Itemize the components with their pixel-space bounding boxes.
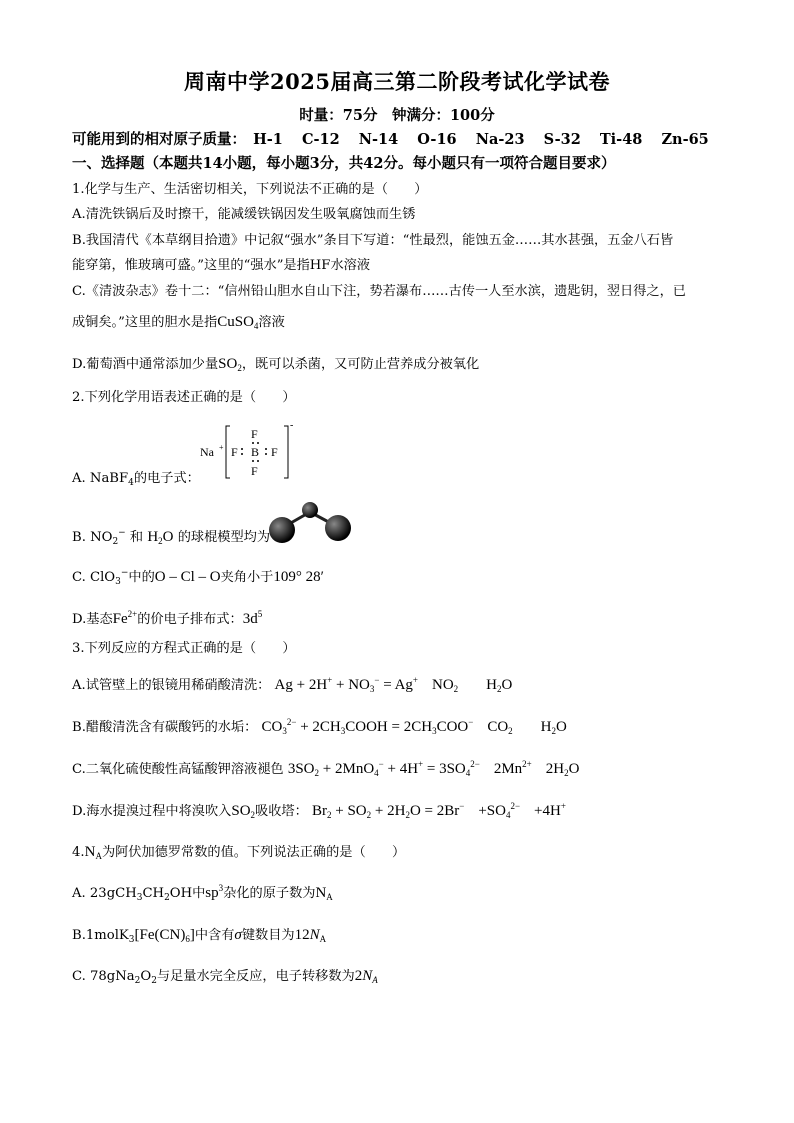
section-heading: 一、选择题（本题共14小题，每小题3分，共42分。每小题只有一项符合题目要求） — [72, 155, 616, 172]
outer-atom-right — [325, 515, 351, 541]
q4-option-b: $B.1molK_3[Fe(CN)_6]$中含有σ键数目为$12N_A$ — [72, 927, 327, 945]
exam-subtitle: 时量：75分 钟满分：100分 — [299, 107, 495, 124]
q1-option-c-line2: 成铜矣。”这里的胆水是指CuSO$_4$溶液 — [72, 314, 285, 331]
atomic-masses-label: 可能用到的相对原子质量： — [72, 131, 246, 148]
q3-option-c: C.二氧化硫使酸性高锰酸钾溶液褪色 $3SO_2 + 2MnO_4^- + 4H^+ = 3SO_4^{2-}$ $2Mn^{2+}$ $2H_2O$ — [72, 759, 580, 778]
q3-option-d: D.海水提溴过程中将溴吹入$SO_2$吸收塔： $Br_2 + SO_2 + 2H_2O = 2Br^- +SO_4^{2-} +4H^+$ — [72, 801, 566, 820]
lewis-cation: Na — [200, 445, 214, 459]
ball-and-stick-model — [266, 498, 356, 546]
mass-item: N-14 — [358, 131, 399, 148]
q3-option-a: A.试管壁上的银镜用稀硝酸清洗： $Ag + 2H^+ + NO_3^- = Ag^+$ $NO_2$ $H_2O$ — [72, 675, 513, 694]
mass-item: Ti-48 — [599, 131, 643, 148]
q4-option-c: C. $78gNa_2O_2$与足量水完全反应，电子转移数为$2N_A$ — [72, 968, 378, 986]
q2-option-c: C. ClO$_3$−中的O – Cl – O夹角小于109° 28′ — [72, 568, 324, 587]
q4-stem: $4.N_A$为阿伏加德罗常数的值。下列说法正确的是（ ） — [72, 844, 406, 861]
lewis-structure-diagram — [198, 420, 298, 484]
q1-stem: 1.化学与生产、生活密切相关，下列说法不正确的是（ ） — [72, 182, 428, 197]
mass-item: S-32 — [543, 131, 581, 148]
central-atom — [302, 502, 318, 518]
q1-option-d: D.葡萄酒中通常添加少量$SO_2$，既可以杀菌，又可防止营养成分被氧化 — [72, 356, 480, 373]
mass-item: O-16 — [417, 131, 457, 148]
lewis-center-atom: B — [251, 445, 260, 459]
mass-item: C-12 — [301, 131, 340, 148]
q2-stem: 2.下列化学用语表述正确的是（ ） — [72, 390, 296, 405]
lewis-ligand-top: F — [251, 427, 258, 441]
q3-option-b: B.醋酸清洗含有碳酸钙的水垢： $CO_3^{2-}$ + $2CH_3COOH = 2CH_3COO^-$ $CO_2$ $H_2O$ — [72, 717, 567, 736]
q3-stem: 3.下列反应的方程式正确的是（ ） — [72, 641, 296, 656]
lewis-ligand-right: F — [271, 445, 278, 459]
q2-option-b: B. $NO_2^-$ 和 $H_2O$ 的球棍模型均为 — [72, 528, 271, 547]
q1-option-b-line2: 能穿第，惟玻璃可盛。”这里的“强水”是指HF水溶液 — [72, 258, 371, 273]
q4-option-a: A. $23gCH_3CH_2OH$中$sp^3$杂化的原子数为$N_A$ — [72, 883, 333, 903]
exam-title: 周南中学2025届高三第二阶段考试化学试卷 — [184, 69, 610, 94]
lewis-ligand-bottom: F — [251, 464, 258, 478]
lewis-ligand-left: F — [231, 445, 238, 459]
q2-option-d: D.基态$Fe^{2+}$的价电子排布式：$3d^5$ — [72, 609, 263, 627]
q1-option-c-line1: C.《清波杂志》卷十二：“信州铅山胆水自山下注，势若瀑布……古传一人至水滨，遗匙钥，翌日得之，已 — [72, 284, 686, 299]
atomic-masses — [72, 131, 723, 149]
q1-option-a: A.清洗铁锅后及时擦干，能减缓铁锅因发生吸氧腐蚀而生锈 — [72, 207, 416, 222]
mass-item: Na-23 — [475, 131, 525, 148]
svg-text:+: + — [219, 443, 224, 452]
mass-item: Zn-65 — [661, 131, 709, 148]
q1-option-b-line1: B.我国清代《本草纲目拾遗》中记叙“强水”条目下写道：“性最烈，能蚀五金……其水甚强，五金八石皆 — [72, 233, 674, 248]
svg-text:-: - — [290, 420, 294, 431]
q2-option-a: A. NaBF$_4$的电子式： — [72, 471, 200, 488]
outer-atom-left — [269, 517, 295, 543]
mass-item: H-1 — [253, 131, 283, 148]
